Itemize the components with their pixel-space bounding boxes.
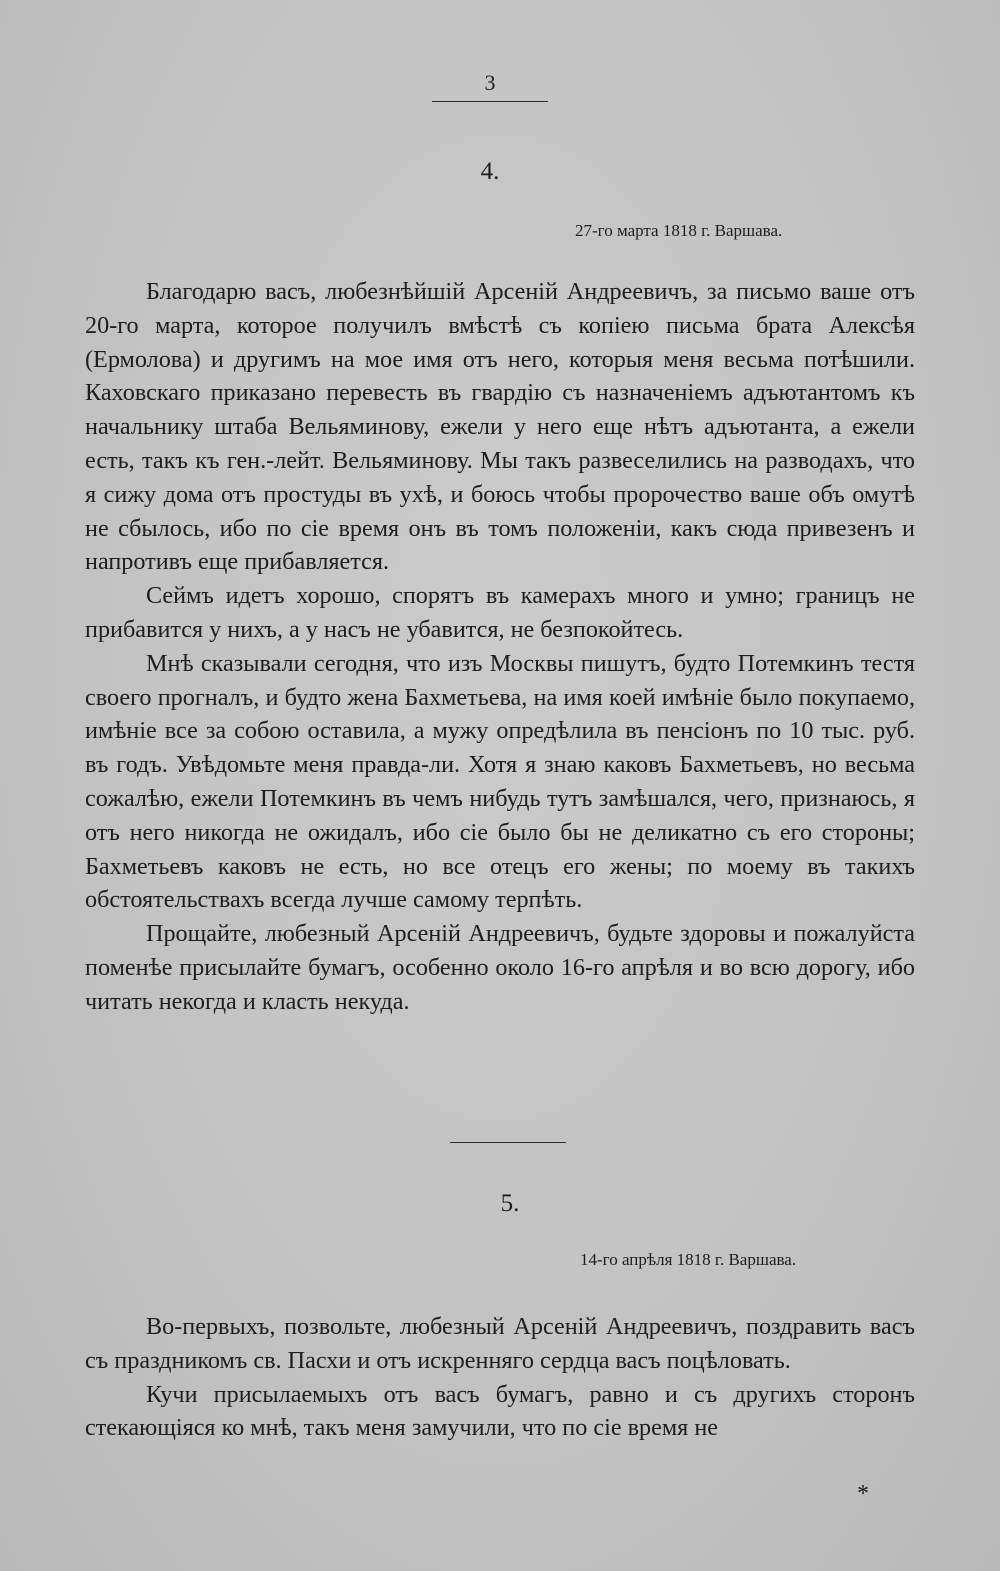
letter-5-body <box>85 1310 915 1445</box>
letter-4-paragraph-3: Мнѣ сказывали сегодня, что изъ Москвы пишутъ, будто Потемкинъ тестя своего прогналъ, и будто жена Бахметьева, на имя коей имѣніе было покупаемо, имѣніе все за собою оставила, а мужу опредѣлила въ пенсіонъ по 10 тыс. руб. въ годъ. Увѣдомьте меня правда-ли. Хотя я знаю каковъ Бахметьевъ, но весьма сожалѣю, ежели Потемкинъ въ чемъ нибудь тутъ замѣшался, чего, признаюсь, я отъ него никогда не ожидалъ, ибо сіе было бы не деликатно съ его стороны; Бахметьевъ каковъ не есть, но все отецъ его жены; по моему въ такихъ обстоятельствахъ всегда лучше самому терпѣть. <box>85 649 915 914</box>
letter-5-dateline: 14-го апрѣля 1818 г. Варшава. <box>580 1250 797 1269</box>
letter-number-5: 5. <box>500 1190 520 1217</box>
letter-4-paragraph-4: Прощайте, любезный Арсеній Андреевичъ, будьте здоровы и пожалуйста поменѣе присылайте бумагъ, особенно около 16-го апрѣля и во всю дорогу, ибо читать некогда и класть некуда. <box>85 920 915 1015</box>
letter-5-paragraph-1: Во-первыхъ, позвольте, любезный Арсеній Андреевичъ, поздравить васъ съ праздникомъ св. Пасхи и отъ искренняго сердца васъ поцѣловать. <box>85 1313 915 1374</box>
letter-number-4: 4. <box>480 158 500 185</box>
signature-mark: * <box>857 1481 869 1507</box>
letter-4-dateline: 27-го марта 1818 г. Варшава. <box>575 221 783 240</box>
letter-4-body <box>85 275 915 1019</box>
letter-4-paragraph-1: Благодарю васъ, любезнѣйшій Арсеній Андреевичъ, за письмо ваше отъ 20-го марта, которое получилъ вмѣстѣ съ копіею письма брата Алексѣя (Ермолова) и другимъ на мое имя отъ него, которыя меня весьма потѣшили. Каховскаго приказано перевесть въ гвардію съ назначеніемъ адъютантомъ къ начальнику штаба Вельяминову, ежели у него еще нѣтъ адъютанта, а ежели есть, такъ къ ген.-лейт. Вельяминову. Мы такъ развеселились на разводахъ, что я сижу дома отъ простуды въ ухѣ, и боюсь чтобы пророчество ваше объ омутѣ не сбылось, ибо по сіе время онъ въ томъ положеніи, какъ сюда привезенъ и напротивъ еще прибавляется. <box>85 278 915 576</box>
page-number-rule <box>432 101 548 102</box>
page-number: 3 <box>484 70 496 95</box>
section-divider <box>450 1142 566 1143</box>
letter-4-paragraph-2: Сеймъ идетъ хорошо, спорятъ въ камерахъ много и умно; границъ не прибавится у нихъ, а у насъ не убавится, не безпокойтесь. <box>85 582 915 643</box>
letter-5-paragraph-2: Кучи присылаемыхъ отъ васъ бумагъ, равно и съ другихъ сторонъ стекающіяся ко мнѣ, такъ меня замучили, что по сіе время не <box>85 1380 915 1442</box>
